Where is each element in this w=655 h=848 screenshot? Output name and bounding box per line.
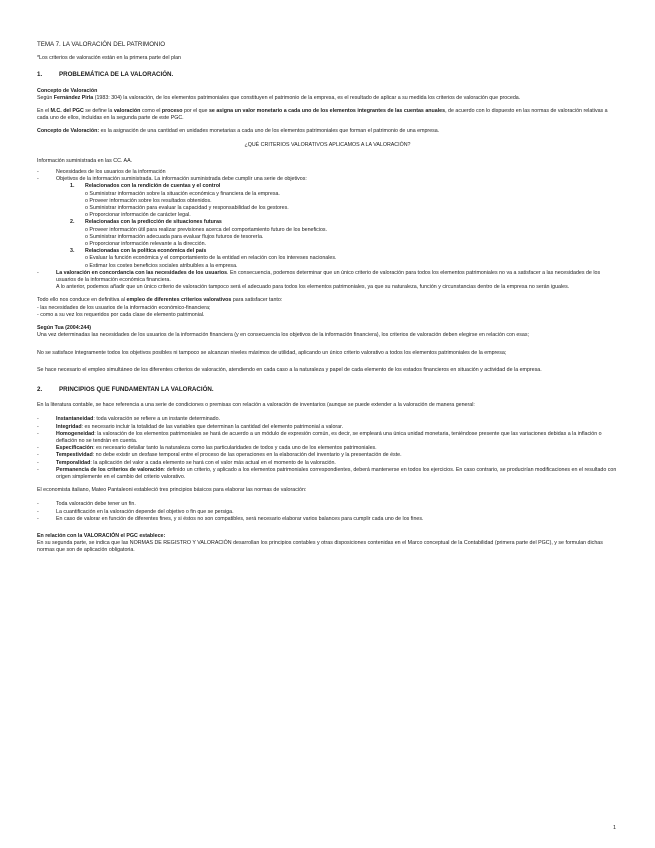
tua-paragraph: Se hace necesario el empleo simultáneo de los diferentes criterios de valoración, atendiendo en cada caso a la naturaleza y papel de cada elemento de los estados financieros en situación y actividad de la empresa. xyxy=(37,366,542,373)
principle-item xyxy=(37,431,618,445)
question-heading: ¿QUÉ CRITERIOS VALORATIVOS APLICAMOS A LA VALORACIÓN? xyxy=(244,141,411,148)
text-span: (1983: 304) la valoración, de los elementos patrimoniales que constituyen el patrimonio de la empresa, es el resultado de aplicar a su medida los criterios de valoración que proceda. xyxy=(93,94,521,101)
section2-intro: En la literatura contable, se hace referencia a una serie de condiciones o premisas con relación a valoración de inventarios (aunque se puede extender a la valoración de manera general: xyxy=(37,402,475,409)
objective-item xyxy=(70,183,618,219)
concepto-heading: Concepto de Valoración xyxy=(37,87,98,94)
tua-paragraph: No se satisface íntegramente todos los objetivos posibles ni tampoco se alcanzan niveles máximos de utilidad, aplicando un único criterio valorativo a todos los elementos patrimoniales de la empresa; xyxy=(37,349,507,356)
principle-text: : la valoración de los elementos patrimoniales se hará de acuerdo a un módulo de expresión común, es decir, se empleará una única unidad monetaria, teniéndose presente que las variaciones debidas a la inflación o deflación no se tendrán en cuenta. xyxy=(56,430,602,444)
info-list xyxy=(37,169,618,291)
principle-term: Permanencia de los criterios de valoración xyxy=(56,466,164,473)
list-item-text: Necesidades de los usuarios de la información xyxy=(56,169,166,176)
list-item xyxy=(37,176,618,270)
pgc-paragraph: En su segunda parte, se indica que las NORMAS DE REGISTRO Y VALORACIÓN desarrollan los principios contables y otras disposiciones contenidas en el Marco conceptual de la Contabilidad (primera parte del PGC), y se formulan dichas normas que son de aplicación obligatoria. xyxy=(37,540,603,554)
document-title: TEMA 7. LA VALORACIÓN DEL PATRIMONIO xyxy=(37,41,166,48)
objective-subitem: o Proveer información útil para realizar previsiones acerca del comportamiento futuro de los beneficios. xyxy=(85,226,328,233)
conclusion-line: - como a su vez los requeridos por cada clase de elemento patrimonial. xyxy=(37,311,205,318)
text-span: por el que xyxy=(182,108,209,115)
principle-text: : definido un criterio, y aplicado a los elementos patrimoniales correspondientes, deberá mantenerse en todos los ejercicios. En caso contrario, se producirían modificaciones en el resultado con origen simplemente en el cambio del criterio valorativo. xyxy=(56,466,617,480)
bold-span: proceso xyxy=(161,108,183,115)
principle-term: Integridad xyxy=(56,423,82,430)
objective-subitem: o Proporcionar información relevante a la dirección. xyxy=(85,241,207,248)
principle-term: Especificación xyxy=(56,445,94,452)
principle-text: : la aplicación del valor a cada elemento se hará con el valor más actual en el momento de la valoración. xyxy=(90,459,336,466)
pantaleoni-paragraph: El economista italiano, Mateo Pantaleoni estableció tres principios básicos para elaborar las normas de valoración: xyxy=(37,487,307,494)
text-span: , de acuerdo con lo dispuesto en las normas de valoración relativas a cada uno de ellos, incluidas en la segunda parte de este PGC. xyxy=(37,108,608,122)
section1-title: PROBLEMÁTICA DE LA VALORACIÓN. xyxy=(59,71,174,79)
bold-span: Concepto de Valoración: xyxy=(37,128,100,135)
bold-span: se asigna un valor monetario a cada uno de los elementos integrantes de las cuentas anuales xyxy=(208,108,446,115)
principle-item xyxy=(37,445,618,452)
text-span: . En consecuencia, podemos determinar que un único criterio de valoración para todos los elementos patrimoniales no va a satisfacer a las necesidades de los usuarios de la información económica financiera. xyxy=(56,269,601,284)
principle-term: Homogeneidad xyxy=(56,430,95,437)
objective-subitem: o Estimar los costes beneficios sociales atribuibles a la empresa. xyxy=(85,262,238,269)
conclusion-line: - las necesidades de los usuarios de la información económico-financiera; xyxy=(37,304,211,311)
text-span: para satisfacer tanto: xyxy=(231,297,283,304)
section1-number: 1. xyxy=(37,71,43,79)
bold-span: La valoración en concordancia con las necesidades de los usuarios xyxy=(56,269,228,276)
section1-heading xyxy=(37,71,618,78)
pgc-heading: En relación con la VALORACIÓN el PGC establece: xyxy=(37,532,166,539)
objective-item xyxy=(70,248,618,270)
note: *Los criterios de valoración están en la primera parte del plan xyxy=(37,55,181,62)
document-page xyxy=(37,41,618,555)
author-name: Fernández Pirla xyxy=(53,94,94,101)
objective-title: Relacionadas con la política económica del país xyxy=(85,248,207,255)
principle-item xyxy=(37,424,618,431)
objective-item xyxy=(70,219,618,248)
list-item xyxy=(37,270,618,292)
rule-item: - Toda valoración debe tener un fin. xyxy=(37,501,618,508)
section2-number: 2. xyxy=(37,385,43,393)
bold-span: M.C. del PGC xyxy=(50,108,84,115)
objective-number: 2. xyxy=(70,219,75,226)
principle-text: : toda valoración se refiere a un instante determinado. xyxy=(93,416,221,423)
objective-subitem: o Suministrar información adecuada para evaluar flujos futuros de tesorería. xyxy=(85,233,264,240)
section2-heading xyxy=(37,386,618,393)
objectives-list xyxy=(56,183,618,269)
list-item-text: Objetivos de la información suministrada. La información suministrada debe cumplir una serie de objetivos: xyxy=(56,176,307,183)
page-number: 1 xyxy=(612,825,616,831)
objective-number: 3. xyxy=(70,248,75,255)
principle-item xyxy=(37,452,618,459)
rule-item: - En caso de valorar en función de diferentes fines, y si éstos no son compatibles, será necesario elaborar varios balances para cumplir cada uno de los fines. xyxy=(37,516,618,523)
text-span: Todo ello nos conduce en definitiva al xyxy=(37,297,127,304)
rule-item: - La cuantificación en la valoración depende del objetivo o fin que se persiga. xyxy=(37,509,618,516)
principle-item xyxy=(37,467,618,481)
list-item-continuation: A lo anterior, podemos añadir que un único criterio de valoración tampoco será el adecuado para todos los elementos patrimoniales, ya que su naturaleza, función y circunstancias dentro de la empresa no serán iguales. xyxy=(56,284,570,291)
spacer xyxy=(37,523,618,533)
section2-title: PRINCIPIOS QUE FUNDAMENTAN LA VALORACIÓN. xyxy=(59,385,214,393)
tua-heading: Según Tua (2004:244) xyxy=(37,325,92,332)
text-span: como el xyxy=(140,108,162,115)
principle-text: : es necesario incluir la totalidad de las variables que determinan la cantidad del elemento patrimonial a valorar. xyxy=(81,423,344,430)
text-span: es la asignación de una cantidad en unidades monetarias a cada uno de los elementos patrimoniales que forman el patrimonio de una empresa. xyxy=(99,128,440,135)
principle-text: : es necesario detallar tanto la naturaleza como las particularidades de todos y cada uno de los elementos patrimoniales. xyxy=(93,445,377,452)
principle-text: : no debe existir un desfase temporal entre el proceso de las operaciones en la elaboración del inventario y la presentación de éste. xyxy=(92,452,402,459)
objective-number: 1. xyxy=(70,183,75,190)
objective-subitem: o Proveer información sobre los resultados obtenidos. xyxy=(85,197,212,204)
objective-subitem: o Suministrar información sobre la situación económica y financiera de la empresa. xyxy=(85,190,280,197)
objective-subitem: o Proporcionar información de carácter legal. xyxy=(85,212,191,219)
principle-term: Instantaneidad xyxy=(56,416,94,423)
principle-item xyxy=(37,460,618,467)
paragraph-concepto xyxy=(37,128,618,135)
info-intro: Información suministrada en las CC. AA. xyxy=(37,157,133,164)
bold-span: valoración xyxy=(113,108,141,115)
tua-paragraph: Una vez determinadas las necesidades de los usuarios de la información financiera (y en consecuencia los objetivos de la información financiera), los criterios de valoración deben elegirse en relación con esas; xyxy=(37,332,530,339)
objective-title: Relacionados con la rendición de cuentas y el control xyxy=(85,183,221,190)
list-item xyxy=(37,169,618,176)
bold-span: empleo de diferentes criterios valorativos xyxy=(126,297,232,304)
paragraph-conclusion xyxy=(37,297,618,304)
rules-list xyxy=(37,501,618,523)
objective-subitem: o Suministrar información para evaluar la capacidad y responsabilidad de los gestores. xyxy=(85,205,289,212)
objective-subitem: o Evaluar la función económica y el comportamiento de la entidad en relación con los intereses nacionales. xyxy=(85,255,337,262)
text-span: En el xyxy=(37,108,51,115)
principle-term: Temporalidad xyxy=(56,459,91,466)
paragraph-pgc-definition xyxy=(37,108,618,122)
principles-list xyxy=(37,416,618,481)
principle-term: Tempestividad xyxy=(56,452,93,459)
text-span: Según xyxy=(37,94,54,101)
objective-title: Relacionadas con la predicción de situaciones futuras xyxy=(85,219,222,226)
principle-item xyxy=(37,416,618,423)
text-span: se define la xyxy=(83,108,114,115)
paragraph-fernandez xyxy=(37,95,618,102)
